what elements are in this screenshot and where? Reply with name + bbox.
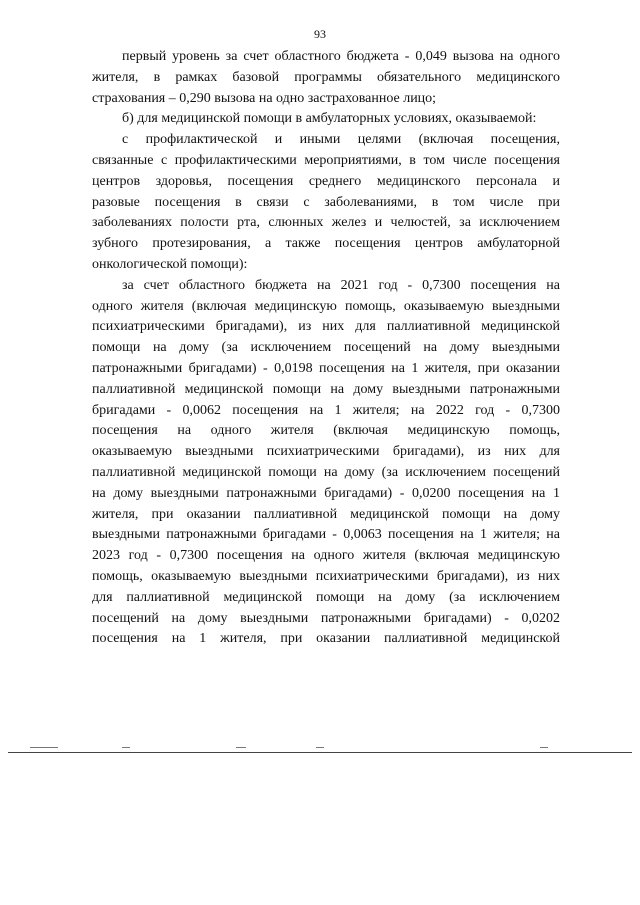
- text-line: бригадами - 0,0062 посещения на 1 жителя; на 2022 год - 0,7300: [92, 402, 560, 418]
- scan-mark: [122, 747, 130, 748]
- text-line: за счет областного бюджета на 2021 год - 0,7300 посещения на: [122, 277, 560, 293]
- page-bottom-rule: [8, 752, 632, 753]
- text-line: на дому выездными патронажными бригадами) - 0,0200 посещения на 1: [92, 485, 560, 501]
- text-line: помощь, оказываемую выездными психиатрическими бригадами), из них: [92, 568, 560, 584]
- text-line: посещения на одного жителя (включая медицинскую помощь,: [92, 423, 560, 439]
- text-line: помощи на дому (за исключением посещений на дому выездными: [92, 340, 560, 356]
- text-line: паллиативной медицинской помощи на дому выездными патронажными: [92, 381, 560, 397]
- text-line: страхования – 0,290 вызова на одно застрахованное лицо;: [92, 90, 437, 106]
- text-line: 2023 год - 0,7300 посещения на одного жителя (включая медицинскую: [92, 548, 560, 564]
- scan-mark: [30, 747, 58, 748]
- text-line: оказываемую выездными психиатрическими бригадами), из них для: [92, 444, 560, 460]
- document-body: [92, 47, 560, 650]
- text-line: жителя, в рамках базовой программы обязательного медицинского: [92, 69, 560, 85]
- text-line: жителя, при оказании паллиативной медицинской помощи на дому: [92, 506, 560, 522]
- scan-mark: [540, 747, 548, 748]
- text-line: патронажными бригадами) - 0,0198 посещения на 1 жителя, при оказании: [92, 360, 560, 376]
- text-line: паллиативной медицинской помощи на дому (за исключением посещений: [92, 464, 560, 480]
- text-line: первый уровень за счет областного бюджета - 0,049 вызова на одного: [122, 49, 560, 64]
- text-line: для паллиативной медицинской помощи на дому (за исключением: [92, 589, 560, 605]
- text-line: заболеваниях полости рта, слюнных желез и челюстей, за исключением: [92, 215, 560, 231]
- paragraph: [92, 130, 560, 276]
- text-line: посещений на дому выездными патронажными бригадами) - 0,0202: [92, 610, 560, 626]
- text-line: разовые посещения в связи с заболеваниями, в том числе при: [92, 194, 560, 210]
- text-line: одного жителя (включая медицинскую помощь, оказываемую выездными: [92, 298, 560, 314]
- paragraph: [92, 109, 560, 130]
- text-line: связанные с профилактическими мероприятиями, в том числе посещения: [92, 152, 560, 168]
- paragraph: [92, 276, 560, 650]
- paragraph: [92, 47, 560, 109]
- text-line: с профилактической и иными целями (включая посещения,: [122, 132, 560, 148]
- text-line: выездными патронажными бригадами - 0,0063 посещения на 1 жителя; на: [92, 527, 560, 543]
- page-number: 93: [314, 27, 326, 41]
- text-line: посещения на 1 жителя, при оказании паллиативной медицинской: [92, 631, 560, 647]
- scan-mark: [316, 747, 324, 748]
- text-line: онкологической помощи):: [92, 256, 248, 272]
- text-line: зубного протезирования, а также посещения центров амбулаторной: [92, 236, 560, 252]
- scan-mark: [236, 747, 246, 748]
- text-line: б) для медицинской помощи в амбулаторных условиях, оказываемой:: [122, 111, 537, 127]
- text-line: психиатрическими бригадами), из них для паллиативной медицинской: [92, 319, 560, 335]
- text-line: центров здоровья, посещения среднего медицинского персонала и: [92, 173, 560, 189]
